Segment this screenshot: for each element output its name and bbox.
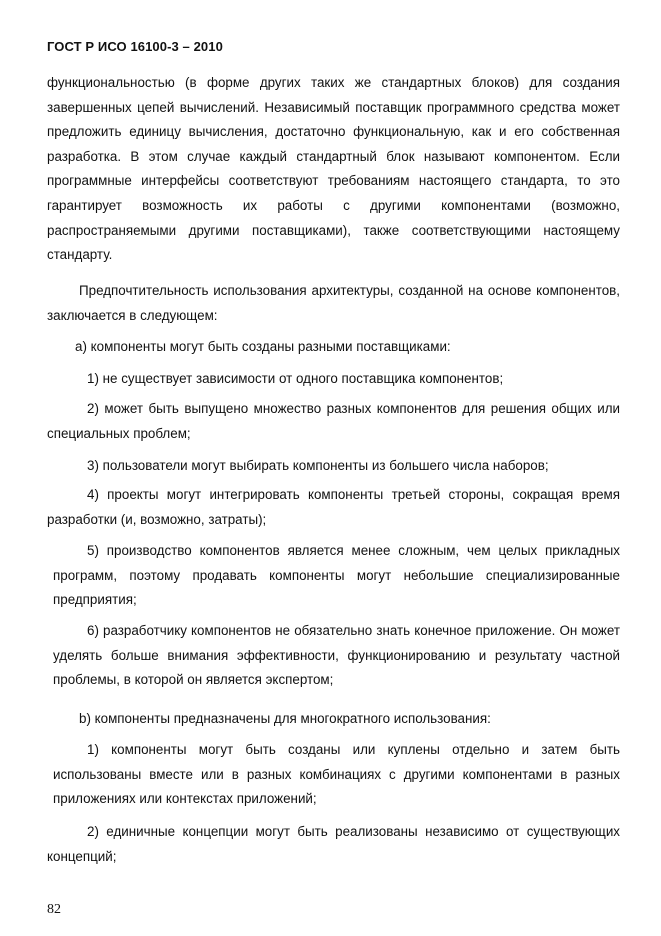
list-item-a3: 3) пользователи могут выбирать компоненты из большего числа наборов; xyxy=(87,458,549,473)
preference-paragraph: Предпочтительность использования архитектуры, созданной на основе компонентов, заключается в следующем: xyxy=(47,283,620,323)
section-a-heading: а) компоненты могут быть созданы разными поставщиками: xyxy=(75,339,451,354)
list-item-b1: 1) компоненты могут быть созданы или куплены отдельно и затем быть использованы вместе или в разных комбинациях с другими компонентами в разных приложениях или контекстах приложений; xyxy=(53,742,620,807)
list-item-b2: 2) единичные концепции могут быть реализованы независимо от существующих концепций; xyxy=(47,824,620,864)
list-item-a6: 6) разработчику компонентов не обязательно знать конечное приложение. Он может уделять больше внимания эффективности, функционированию и результату частной проблемы, в которой он является экспертом; xyxy=(53,623,620,688)
document-header: ГОСТ Р ИСО 16100-3 – 2010 xyxy=(47,39,223,54)
list-item-a5: 5) производство компонентов является менее сложным, чем целых прикладных программ, поэтому продавать компоненты могут небольшие специализированные предприятия; xyxy=(53,543,620,608)
list-item-a1: 1) не существует зависимости от одного поставщика компонентов; xyxy=(87,371,504,386)
list-item-a4: 4) проекты могут интегрировать компоненты третьей стороны, сокращая время разработки (и, возможно, затраты); xyxy=(47,487,620,527)
intro-paragraph: функциональностью (в форме других таких же стандартных блоков) для создания завершенных цепей вычислений. Независимый поставщик программного средства может предложить единицу вычисления, достаточно функциональную, как и его собственная разработка. В этом случае каждый стандартный блок называют компонентом. Если программные интерфейсы соответствуют требованиям настоящего стандарта, то это гарантирует возможность их работы с другими компонентами (возможно, распространяемыми другими поставщиками), также соответствующими настоящему стандарту. xyxy=(47,75,620,263)
page-number: 82 xyxy=(47,902,61,917)
list-item-a2: 2) может быть выпущено множество разных компонентов для решения общих или специальных проблем; xyxy=(47,401,620,441)
section-b-heading: b) компоненты предназначены для многократного использования: xyxy=(79,711,491,726)
